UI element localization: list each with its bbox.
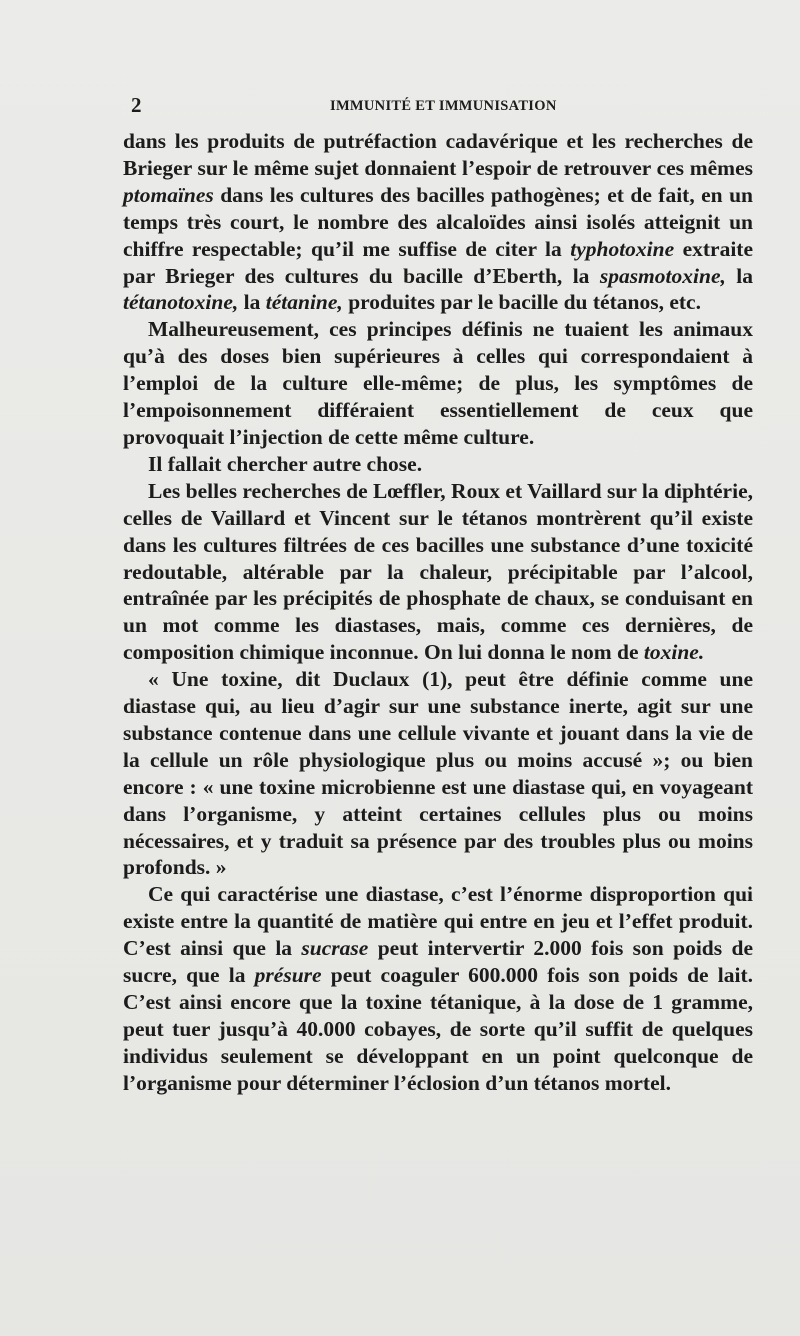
paragraph-5-quote: « Une toxine, dit Duclaux (1), peut être définie comme une diastase qui, au lieu d’agir sur une substance inerte, agit sur une substance contenue dans une cellule vivante et jouant dans la vie de la cellule un rôle physiologique plus ou moins accusé »; ou bien encore : « une toxine microbienne est une diastase qui, en voyageant dans l’organisme, y atteint certaines cellules plus ou moins nécessaires, et y traduit sa présence par des troubles plus ou moins profonds. » — [123, 667, 753, 880]
paragraph-3: Il fallait chercher autre chose. — [148, 451, 423, 476]
running-title: IMMUNITÉ ET IMMUNISATION — [330, 98, 557, 114]
page-number: 2 — [131, 93, 142, 117]
paragraph-6: Ce qui caractérise une diastase, c’est l’énorme disproportion qui existe entre la quantité de matière qui entre en jeu et l’effet produit. C’est ainsi que la sucrase peut intervertir 2.000 fois son poids de sucre, que la présure peut coaguler 600.000 fois son poids de lait. C’est ainsi encore que la toxine tétanique, à la dose de 1 gramme, peut tuer jusqu’à 40.000 cobayes, de sorte qu’il suffit de quelques individus seulement se développant en un point quelconque de l’organisme pour déterminer l’éclosion d’un tétanos mortel. — [123, 882, 753, 1095]
paragraph-1: dans les produits de putréfaction cadavérique et les recherches de Brieger sur le même sujet donnaient l’espoir de retrouver ces mêmes ptomaïnes dans les cultures des bacilles pathogènes; et de fait, en un temps très court, le nombre des alcaloïdes ainsi isolés atteignit un chiffre respectable; qu’il me suffise de citer la typhotoxine extraite par Brieger des cultures du bacille d’Eberth, la spasmotoxine, la tétanotoxine, la tétanine, produites par le bacille du tétanos, etc. — [123, 129, 753, 315]
body-text — [123, 128, 753, 1097]
paragraph-2: Malheureusement, ces principes définis ne tuaient les animaux qu’à des doses bien supérieures à celles qui correspondaient à l’emploi de la culture elle-même; de plus, les symptômes de l’empoisonnement différaient essentiellement de ceux que provoquait l’injection de cette même culture. — [123, 317, 753, 449]
paragraph-4: Les belles recherches de Lœffler, Roux et Vaillard sur la diphtérie, celles de Vaillard et Vincent sur le tétanos montrèrent qu’il existe dans les cultures filtrées de ces bacilles une substance d’une toxicité redoutable, altérable par la chaleur, précipitable par l’alcool, entraînée par les précipités de phosphate de chaux, se conduisant en un mot comme les diastases, mais, comme ces dernières, de composition chimique inconnue. On lui donna le nom de toxine. — [123, 478, 753, 665]
